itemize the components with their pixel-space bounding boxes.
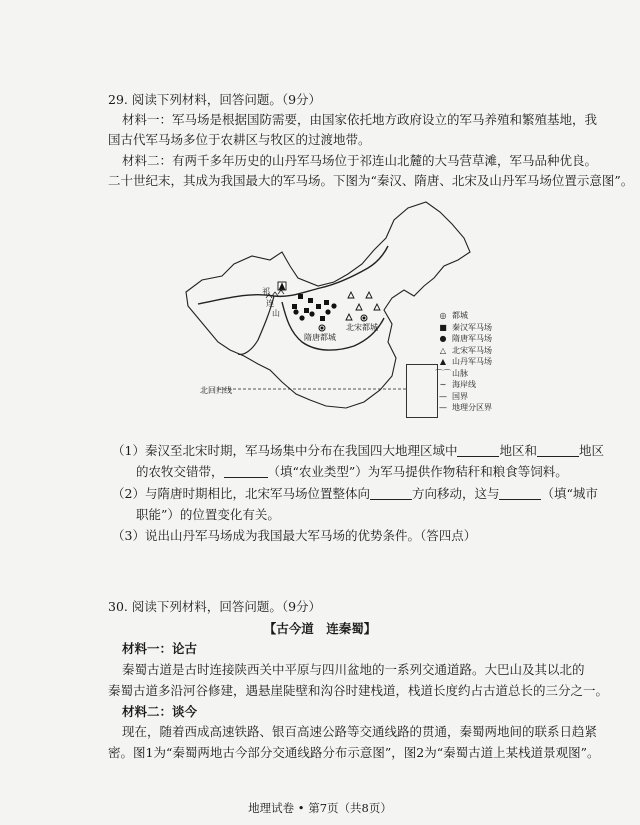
map-legend	[434, 310, 492, 414]
legend-label-coast: 海岸线	[452, 380, 476, 389]
q29-sub2-text-a: （2）与隋唐时期相比，北宋军马场位置整体向	[112, 486, 370, 501]
legend-label-region-line: 地理分区界	[452, 403, 492, 412]
legend-row-qin-han	[434, 322, 492, 334]
legend-row-sui-tang	[434, 333, 492, 345]
q29-sub3: （3）说出山丹军马场成为我国最大军马场的优势条件。（答四点）	[112, 528, 477, 543]
map-label-tropic: 北回归线	[200, 386, 232, 395]
map-label-song-capital: 北宋都城	[346, 323, 378, 332]
q30-material2-line2: 密。图1为“秦蜀两地古今部分交通线路分布示意图”，图2为“秦蜀古道上某栈道景观图”。	[108, 745, 600, 760]
legend-row-region-line	[434, 402, 492, 414]
northern-song-farms	[346, 292, 380, 320]
boxed-a-icon: ▲	[439, 357, 447, 366]
region-boundary	[198, 246, 388, 304]
legend-label-northern-song: 北宋军马场	[452, 345, 492, 355]
q29-sub1-line1	[112, 443, 604, 459]
triangle-icon: △	[439, 345, 447, 355]
q29-sub1-text-b: 地区和	[499, 443, 537, 458]
q29-sub2-text-c: （填“城市	[541, 486, 598, 501]
square-icon: ■	[439, 322, 447, 332]
q30-title: 【古今道 连秦蜀】	[263, 621, 377, 636]
answer-blank[interactable]	[370, 487, 412, 500]
mountain-icon: ⌒⌒	[435, 368, 451, 378]
map-label-lian: 连	[266, 299, 274, 308]
q30-material2-title: 材料二：谈今	[122, 704, 198, 719]
q29-sub1-text-e: （填“农业类型”）为军马提供作物秸秆和粮食等饲料。	[267, 464, 568, 479]
q29-sub1-line2	[136, 464, 568, 480]
legend-row-northern-song	[434, 345, 492, 357]
legend-label-capital: 都城	[452, 311, 468, 320]
q29-material2-line2: 二十世纪末，其成为我国最大的军马场。下图为“秦汉、隋唐、北宋及山丹军马场位置示意图”。	[108, 173, 634, 188]
legend-label-qin-han: 秦汉军马场	[452, 322, 492, 332]
coast-icon: ∼	[439, 380, 447, 389]
q30-material1-title: 材料一：论古	[122, 641, 198, 656]
shandan-farm	[278, 282, 286, 290]
legend-row-mountain	[434, 368, 492, 380]
q29-header: 29. 阅读下列材料，回答问题。（9分）	[108, 92, 322, 107]
q29-material2-line1: 材料二：有两千多年历史的山丹军马场位于祁连山北麓的大马营草滩，军马品种优良。	[122, 153, 598, 168]
q29-sub1-text-d: 的农牧交错带，	[136, 464, 224, 479]
q30-material1-line1: 秦蜀古道是古时连接陕西关中平原与四川盆地的一系列交通道路。大巴山及其以北的	[122, 662, 585, 677]
capital-icon: ◎	[439, 311, 447, 320]
page-footer: 地理试卷 • 第7页（共8页）	[248, 801, 392, 815]
answer-blank[interactable]	[224, 465, 268, 478]
answer-blank[interactable]	[499, 487, 541, 500]
q30-header: 30. 阅读下列材料，回答问题。（9分）	[108, 599, 322, 614]
q30-material2-line1: 现在，随着西成高速铁路、银百高速公路等交通线路的贯通，秦蜀两地间的联系日趋紧	[122, 724, 598, 739]
answer-blank[interactable]	[457, 444, 499, 457]
legend-label-border: 国界	[452, 391, 468, 401]
sui-tang-farms	[293, 303, 336, 320]
q29-sub2-text-b: 方向移动，这与	[411, 486, 500, 501]
qin-han-farms	[292, 294, 329, 321]
q29-sub1-text-a: （1）秦汉至北宋时期，军马场集中分布在我国四大地理区域中	[112, 443, 458, 458]
legend-row-border	[434, 391, 492, 403]
legend-row-capital	[434, 310, 492, 322]
legend-label-shandan: 山丹军马场	[452, 357, 492, 366]
q29-material1-line1: 材料一：军马场是根据国防需要，由国家依托地方政府设立的军马养殖和繁殖基地，我	[122, 112, 598, 127]
legend-label-mountain: 山脉	[452, 368, 468, 378]
map-label-shan: 山	[272, 309, 280, 318]
legend-row-shandan	[434, 356, 492, 368]
map-label-qi: 祁	[262, 287, 270, 296]
q29-sub2-line1	[112, 486, 598, 502]
border-icon: —	[439, 391, 447, 401]
answer-blank[interactable]	[537, 444, 579, 457]
dot-icon: ●	[439, 334, 447, 343]
legend-row-coast	[434, 379, 492, 391]
region-line-icon: —	[439, 403, 447, 412]
map-label-sui-tang-capital: 隋唐都城	[304, 333, 336, 342]
q29-sub1-text-c: 地区	[578, 443, 604, 458]
q29-material1-line2: 国古代军马场多位于农耕区与牧区的过渡地带。	[108, 132, 371, 147]
q29-sub2-line2: 职能”）的位置变化有关。	[136, 507, 280, 522]
q30-material1-line2: 秦蜀古道多沿河谷修建，遇悬崖陡壁和沟谷时建栈道，栈道长度约占古道总长的三分之一。	[108, 683, 609, 698]
legend-label-sui-tang: 隋唐军马场	[452, 334, 492, 343]
